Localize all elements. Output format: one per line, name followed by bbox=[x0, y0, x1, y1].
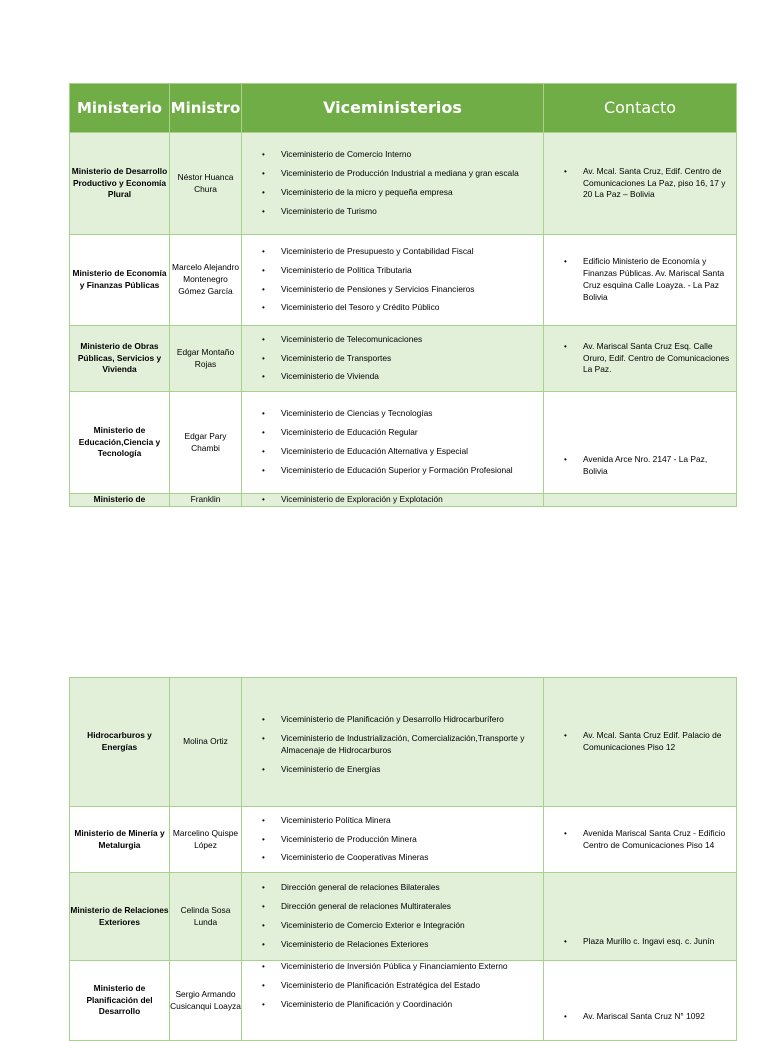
list-item: • Viceministerio de Presupuesto y Contabilidad Fiscal bbox=[242, 246, 543, 258]
list-item: • Viceministerio de Producción Minera bbox=[242, 834, 543, 846]
list-item: • Viceministerio de Comercio Interno bbox=[242, 149, 543, 161]
ministries-table-2 bbox=[69, 677, 737, 1041]
viceministerios-cell bbox=[242, 678, 544, 807]
viceministerios-list bbox=[242, 408, 543, 476]
contacto-cell bbox=[544, 678, 737, 807]
viceministerios-list bbox=[242, 494, 543, 506]
contacto-text: • Av. Mariscal Santa Cruz N° 1092 bbox=[544, 1011, 736, 1023]
contacto-cell bbox=[544, 235, 737, 326]
header-row bbox=[70, 84, 737, 133]
contacto-text: • Av. Mcal. Santa Cruz Edif. Palacio de Comunicaciones Piso 12 bbox=[544, 730, 736, 754]
viceministerios-list bbox=[242, 246, 543, 314]
list-item: • Viceministerio de Transportes bbox=[242, 353, 543, 365]
ministro-cell: Molina Ortiz bbox=[170, 678, 242, 807]
list-item: • Viceministerio Política Minera bbox=[242, 815, 543, 827]
ministerio-cell: Ministerio de Educación,Ciencia y Tecnología bbox=[70, 392, 170, 494]
list-item: • Viceministerio de Educación Regular bbox=[242, 427, 543, 439]
viceministerios-cell bbox=[242, 235, 544, 326]
list-item: • Viceministerio de Planificación y Coordinación bbox=[242, 999, 543, 1011]
contacto-cell bbox=[544, 392, 737, 494]
ministerio-cell: Ministerio de Relaciones Exteriores bbox=[70, 873, 170, 961]
contacto-text: • Av. Mcal. Santa Cruz, Edif. Centro de Comunicaciones La Paz, piso 16, 17 y 20 La Paz – Bolivia bbox=[544, 166, 736, 201]
list-item: • Viceministerio de Ciencias y Tecnologías bbox=[242, 408, 543, 420]
list-item: • Viceministerio de Producción Industrial a mediana y gran escala bbox=[242, 168, 543, 180]
ministerio-cell: Ministerio de Economía y Finanzas Públicas bbox=[70, 235, 170, 326]
list-item: • Viceministerio de Educación Alternativa y Especial bbox=[242, 446, 543, 458]
ministro-cell: Franklin bbox=[170, 494, 242, 507]
list-item: • Viceministerio de la micro y pequeña empresa bbox=[242, 187, 543, 199]
viceministerios-cell bbox=[242, 392, 544, 494]
header-viceministerios: Viceministerios bbox=[242, 84, 544, 133]
list-item: • Viceministerio de Cooperativas Mineras bbox=[242, 852, 543, 864]
list-item: • Viceministerio de Turismo bbox=[242, 206, 543, 218]
ministro-cell: Edgar Montaño Rojas bbox=[170, 326, 242, 392]
viceministerios-list bbox=[242, 961, 543, 1010]
table-row bbox=[70, 961, 737, 1041]
viceministerios-cell bbox=[242, 807, 544, 873]
contacto-cell bbox=[544, 133, 737, 235]
contacto-cell bbox=[544, 807, 737, 873]
contacto-cell bbox=[544, 494, 737, 507]
contacto-cell bbox=[544, 873, 737, 961]
list-item: • Viceministerio de Exploración y Explotación bbox=[242, 494, 543, 506]
list-item: • Viceministerio de Comercio Exterior e Integración bbox=[242, 920, 543, 932]
list-item: • Viceministerio de Energías bbox=[242, 764, 543, 776]
table-row bbox=[70, 494, 737, 507]
contacto-cell bbox=[544, 961, 737, 1041]
ministerio-cell: Ministerio de Minería y Metalurgia bbox=[70, 807, 170, 873]
list-item: • Viceministerio de Política Tributaria bbox=[242, 265, 543, 277]
viceministerios-cell bbox=[242, 133, 544, 235]
ministerio-cell: Hidrocarburos y Energías bbox=[70, 678, 170, 807]
viceministerios-cell bbox=[242, 494, 544, 507]
list-item: • Viceministerio de Inversión Pública y Financiamiento Externo bbox=[242, 961, 543, 973]
list-item: • Viceministerio de Telecomunicaciones bbox=[242, 334, 543, 346]
list-item: • Viceministerio de Industrialización, Comercialización,Transporte y Almacenaje de Hidrocarburos bbox=[242, 733, 543, 757]
contacto-cell bbox=[544, 326, 737, 392]
table-row bbox=[70, 678, 737, 807]
viceministerios-list bbox=[242, 714, 543, 775]
viceministerios-cell bbox=[242, 961, 544, 1041]
viceministerios-cell bbox=[242, 873, 544, 961]
list-item: • Viceministerio de Vivienda bbox=[242, 371, 543, 383]
header-contacto: Contacto bbox=[544, 84, 737, 133]
viceministerios-list bbox=[242, 334, 543, 383]
viceministerios-list bbox=[242, 815, 543, 864]
table-row bbox=[70, 873, 737, 961]
list-item: • Viceministerio de Planificación Estratégica del Estado bbox=[242, 980, 543, 992]
ministro-cell: Néstor Huanca Chura bbox=[170, 133, 242, 235]
list-item: • Viceministerio de Educación Superior y Formación Profesional bbox=[242, 465, 543, 477]
contacto-text: • Plaza Murillo c. Ingavi esq. c. Junín bbox=[544, 936, 736, 948]
ministro-cell: Sergio Armando Cusicanqui Loayza bbox=[170, 961, 242, 1041]
list-item: • Dirección general de relaciones Multiraterales bbox=[242, 901, 543, 913]
ministro-cell: Marcelino Quispe López bbox=[170, 807, 242, 873]
list-item: • Viceministerio de Planificación y Desarrollo Hidrocarburífero bbox=[242, 714, 543, 726]
list-item: • Viceministerio del Tesoro y Crédito Público bbox=[242, 302, 543, 314]
header-ministro: Ministro bbox=[170, 84, 242, 133]
contacto-text: • Avenida Mariscal Santa Cruz - Edificio Centro de Comunicaciones Piso 14 bbox=[544, 828, 736, 852]
header-ministerio: Ministerio bbox=[70, 84, 170, 133]
ministro-cell: Edgar Pary Chambi bbox=[170, 392, 242, 494]
table-row bbox=[70, 392, 737, 494]
table-row bbox=[70, 807, 737, 873]
list-item: • Viceministerio de Pensiones y Servicios Financieros bbox=[242, 284, 543, 296]
ministerio-cell: Ministerio de bbox=[70, 494, 170, 507]
list-item: • Dirección general de relaciones Bilaterales bbox=[242, 882, 543, 894]
viceministerios-list bbox=[242, 882, 543, 950]
table-row bbox=[70, 133, 737, 235]
contacto-text: • Avenida Arce Nro. 2147 - La Paz, Bolivia bbox=[544, 454, 736, 478]
contacto-text: • Av. Mariscal Santa Cruz Esq. Calle Oruro, Edif. Centro de Comunicaciones La Paz. bbox=[544, 341, 736, 376]
viceministerios-list bbox=[242, 149, 543, 217]
ministro-cell: Marcelo Alejandro Montenegro Gómez García bbox=[170, 235, 242, 326]
contacto-text: • Edificio Ministerio de Economía y Finanzas Públicas. Av. Mariscal Santa Cruz esquina Calle Loayza. - La Paz Bolivia bbox=[544, 256, 736, 303]
table-row bbox=[70, 326, 737, 392]
table-row bbox=[70, 235, 737, 326]
list-item: • Viceministerio de Relaciones Exteriores bbox=[242, 939, 543, 951]
viceministerios-cell bbox=[242, 326, 544, 392]
ministries-table-1 bbox=[69, 83, 737, 507]
ministerio-cell: Ministerio de Desarrollo Productivo y Economía Plural bbox=[70, 133, 170, 235]
ministro-cell: Celinda Sosa Lunda bbox=[170, 873, 242, 961]
ministerio-cell: Ministerio de Planificación del Desarrollo bbox=[70, 961, 170, 1041]
ministerio-cell: Ministerio de Obras Públicas, Servicios y Vivienda bbox=[70, 326, 170, 392]
